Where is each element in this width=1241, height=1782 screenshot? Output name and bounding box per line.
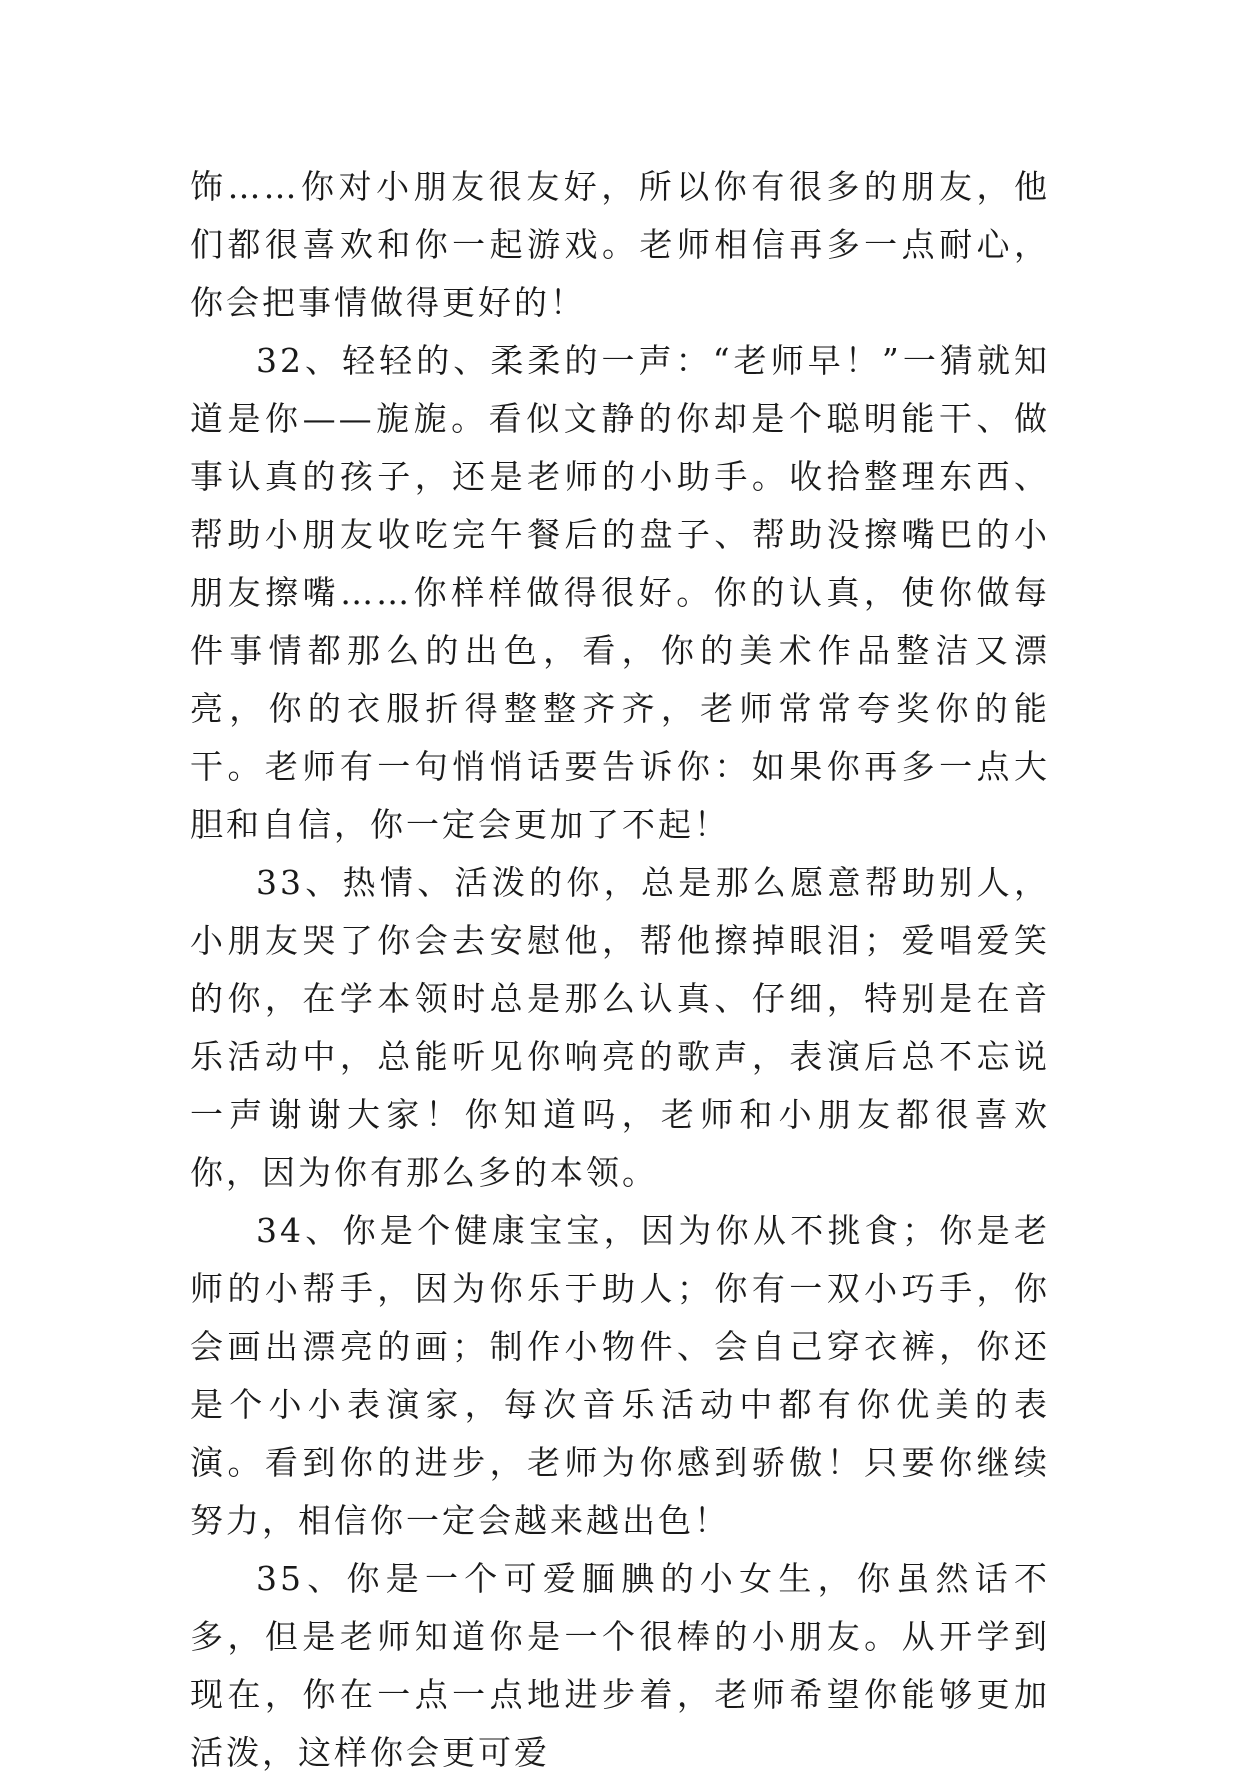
document-body [190,158,1050,1782]
paragraph-comment-34: 34、你是个健康宝宝，因为你从不挑食；你是老师的小帮手，因为你乐于助人；你有一双小巧手，你会画出漂亮的画；制作小物件、会自己穿衣裤，你还是个小小表演家，每次音乐活动中都有你优美的表演。看到你的进步，老师为你感到骄傲！只要你继续努力，相信你一定会越来越出色！ [190,1211,1050,1540]
paragraph-continuation: 饰……你对小朋友很友好，所以你有很多的朋友，他们都很喜欢和你一起游戏。老师相信再多一点耐心，你会把事情做得更好的！ [190,167,1050,322]
paragraph-comment-35: 35、你是一个可爱腼腆的小女生，你虽然话不多，但是老师知道你是一个很棒的小朋友。从开学到现在，你在一点一点地进步着，老师希望你能够更加活泼，这样你会更可爱 [190,1559,1050,1772]
paragraph-comment-33: 33、热情、活泼的你，总是那么愿意帮助别人，小朋友哭了你会去安慰他，帮他擦掉眼泪；爱唱爱笑的你，在学本领时总是那么认真、仔细，特别是在音乐活动中，总能听见你响亮的歌声，表演后总不忘说一声谢谢大家！你知道吗，老师和小朋友都很喜欢你，因为你有那么多的本领。 [190,863,1050,1192]
paragraph-comment-32: 32、轻轻的、柔柔的一声：“老师早！”一猜就知道是你——旎旎。看似文静的你却是个聪明能干、做事认真的孩子，还是老师的小助手。收拾整理东西、帮助小朋友收吃完午餐后的盘子、帮助没擦嘴巴的小朋友擦嘴……你样样做得很好。你的认真，使你做每件事情都那么的出色，看，你的美术作品整洁又漂亮，你的衣服折得整整齐齐，老师常常夸奖你的能干。老师有一句悄悄话要告诉你：如果你再多一点大胆和自信，你一定会更加了不起！ [190,341,1050,844]
